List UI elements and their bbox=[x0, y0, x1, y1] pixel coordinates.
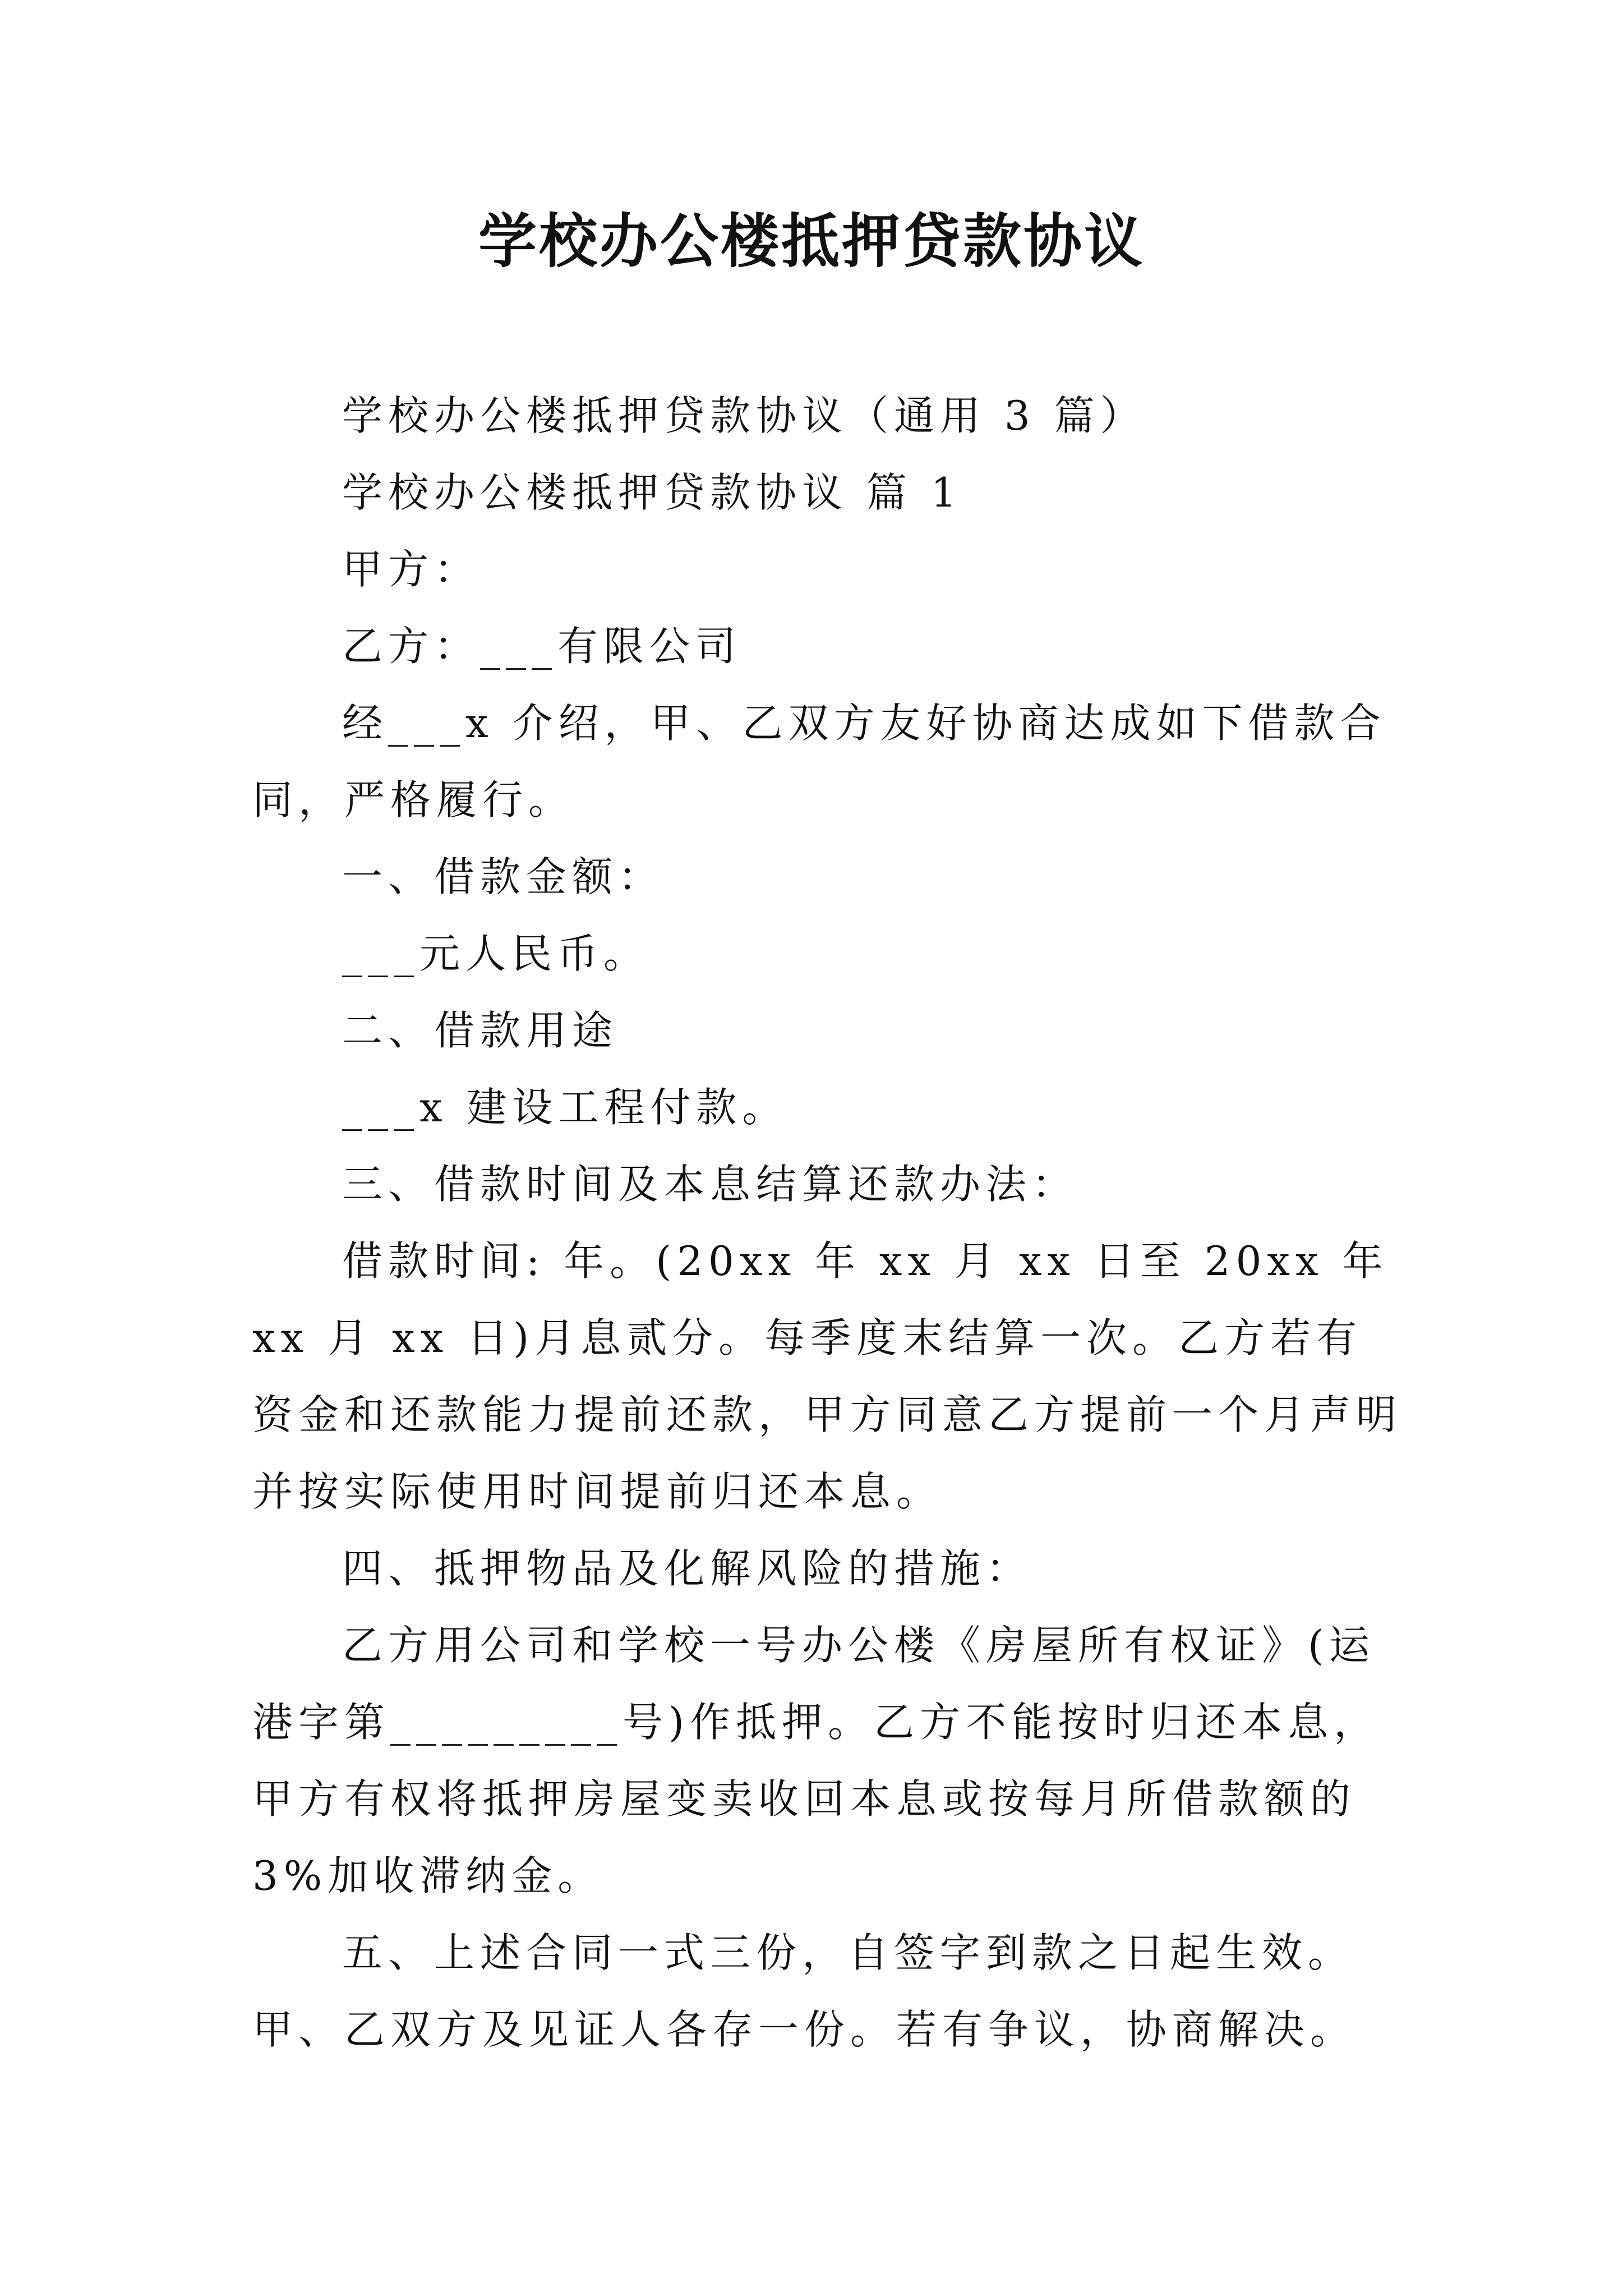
party-b-line: 乙方：___有限公司 bbox=[342, 623, 742, 670]
section-3-body: 借款时间: 年。(20xx 年 xx 月 xx 日至 20xx 年 xx 月 xx 日)月息贰分。每季度末结算一次。乙方若有资金和还款能力提前还款，甲方同意乙方提前一个月声明并按实际使用时间提前归还本息。 bbox=[252, 1237, 1403, 1515]
chapter-heading: 学校办公楼抵押贷款协议 篇 1 bbox=[342, 469, 962, 516]
section-4-heading: 四、抵押物品及化解风险的措施： bbox=[342, 1545, 1032, 1592]
section-2-body: ___x 建设工程付款。 bbox=[342, 1084, 789, 1131]
section-1-body: ___元人民币。 bbox=[342, 930, 650, 977]
section-5-body: 五、上述合同一式三份，自签字到款之日起生效。甲、乙双方及见证人各存一份。若有争议，协商解决。 bbox=[252, 1929, 1357, 2053]
document-title: 学校办公楼抵押贷款协议 bbox=[478, 206, 1145, 275]
section-4-body: 乙方用公司和学校一号办公楼《房屋所有权证》(运港字第_________号)作抵押。乙方不能按时归还本息，甲方有权将抵押房屋变卖收回本息或按每月所借款额的 3%加收滞纳金。 bbox=[252, 1622, 1380, 1899]
party-a-line: 甲方： bbox=[342, 546, 481, 593]
intro-paragraph: 经___x 介绍，甲、乙双方友好协商达成如下借款合同，严格履行。 bbox=[252, 700, 1386, 823]
section-2-heading: 二、借款用途 bbox=[342, 1007, 619, 1054]
document-subtitle: 学校办公楼抵押贷款协议（通用 3 篇） bbox=[342, 392, 1146, 439]
section-3-heading: 三、借款时间及本息结算还款办法： bbox=[342, 1161, 1078, 1208]
section-1-heading: 一、借款金额： bbox=[342, 853, 665, 900]
